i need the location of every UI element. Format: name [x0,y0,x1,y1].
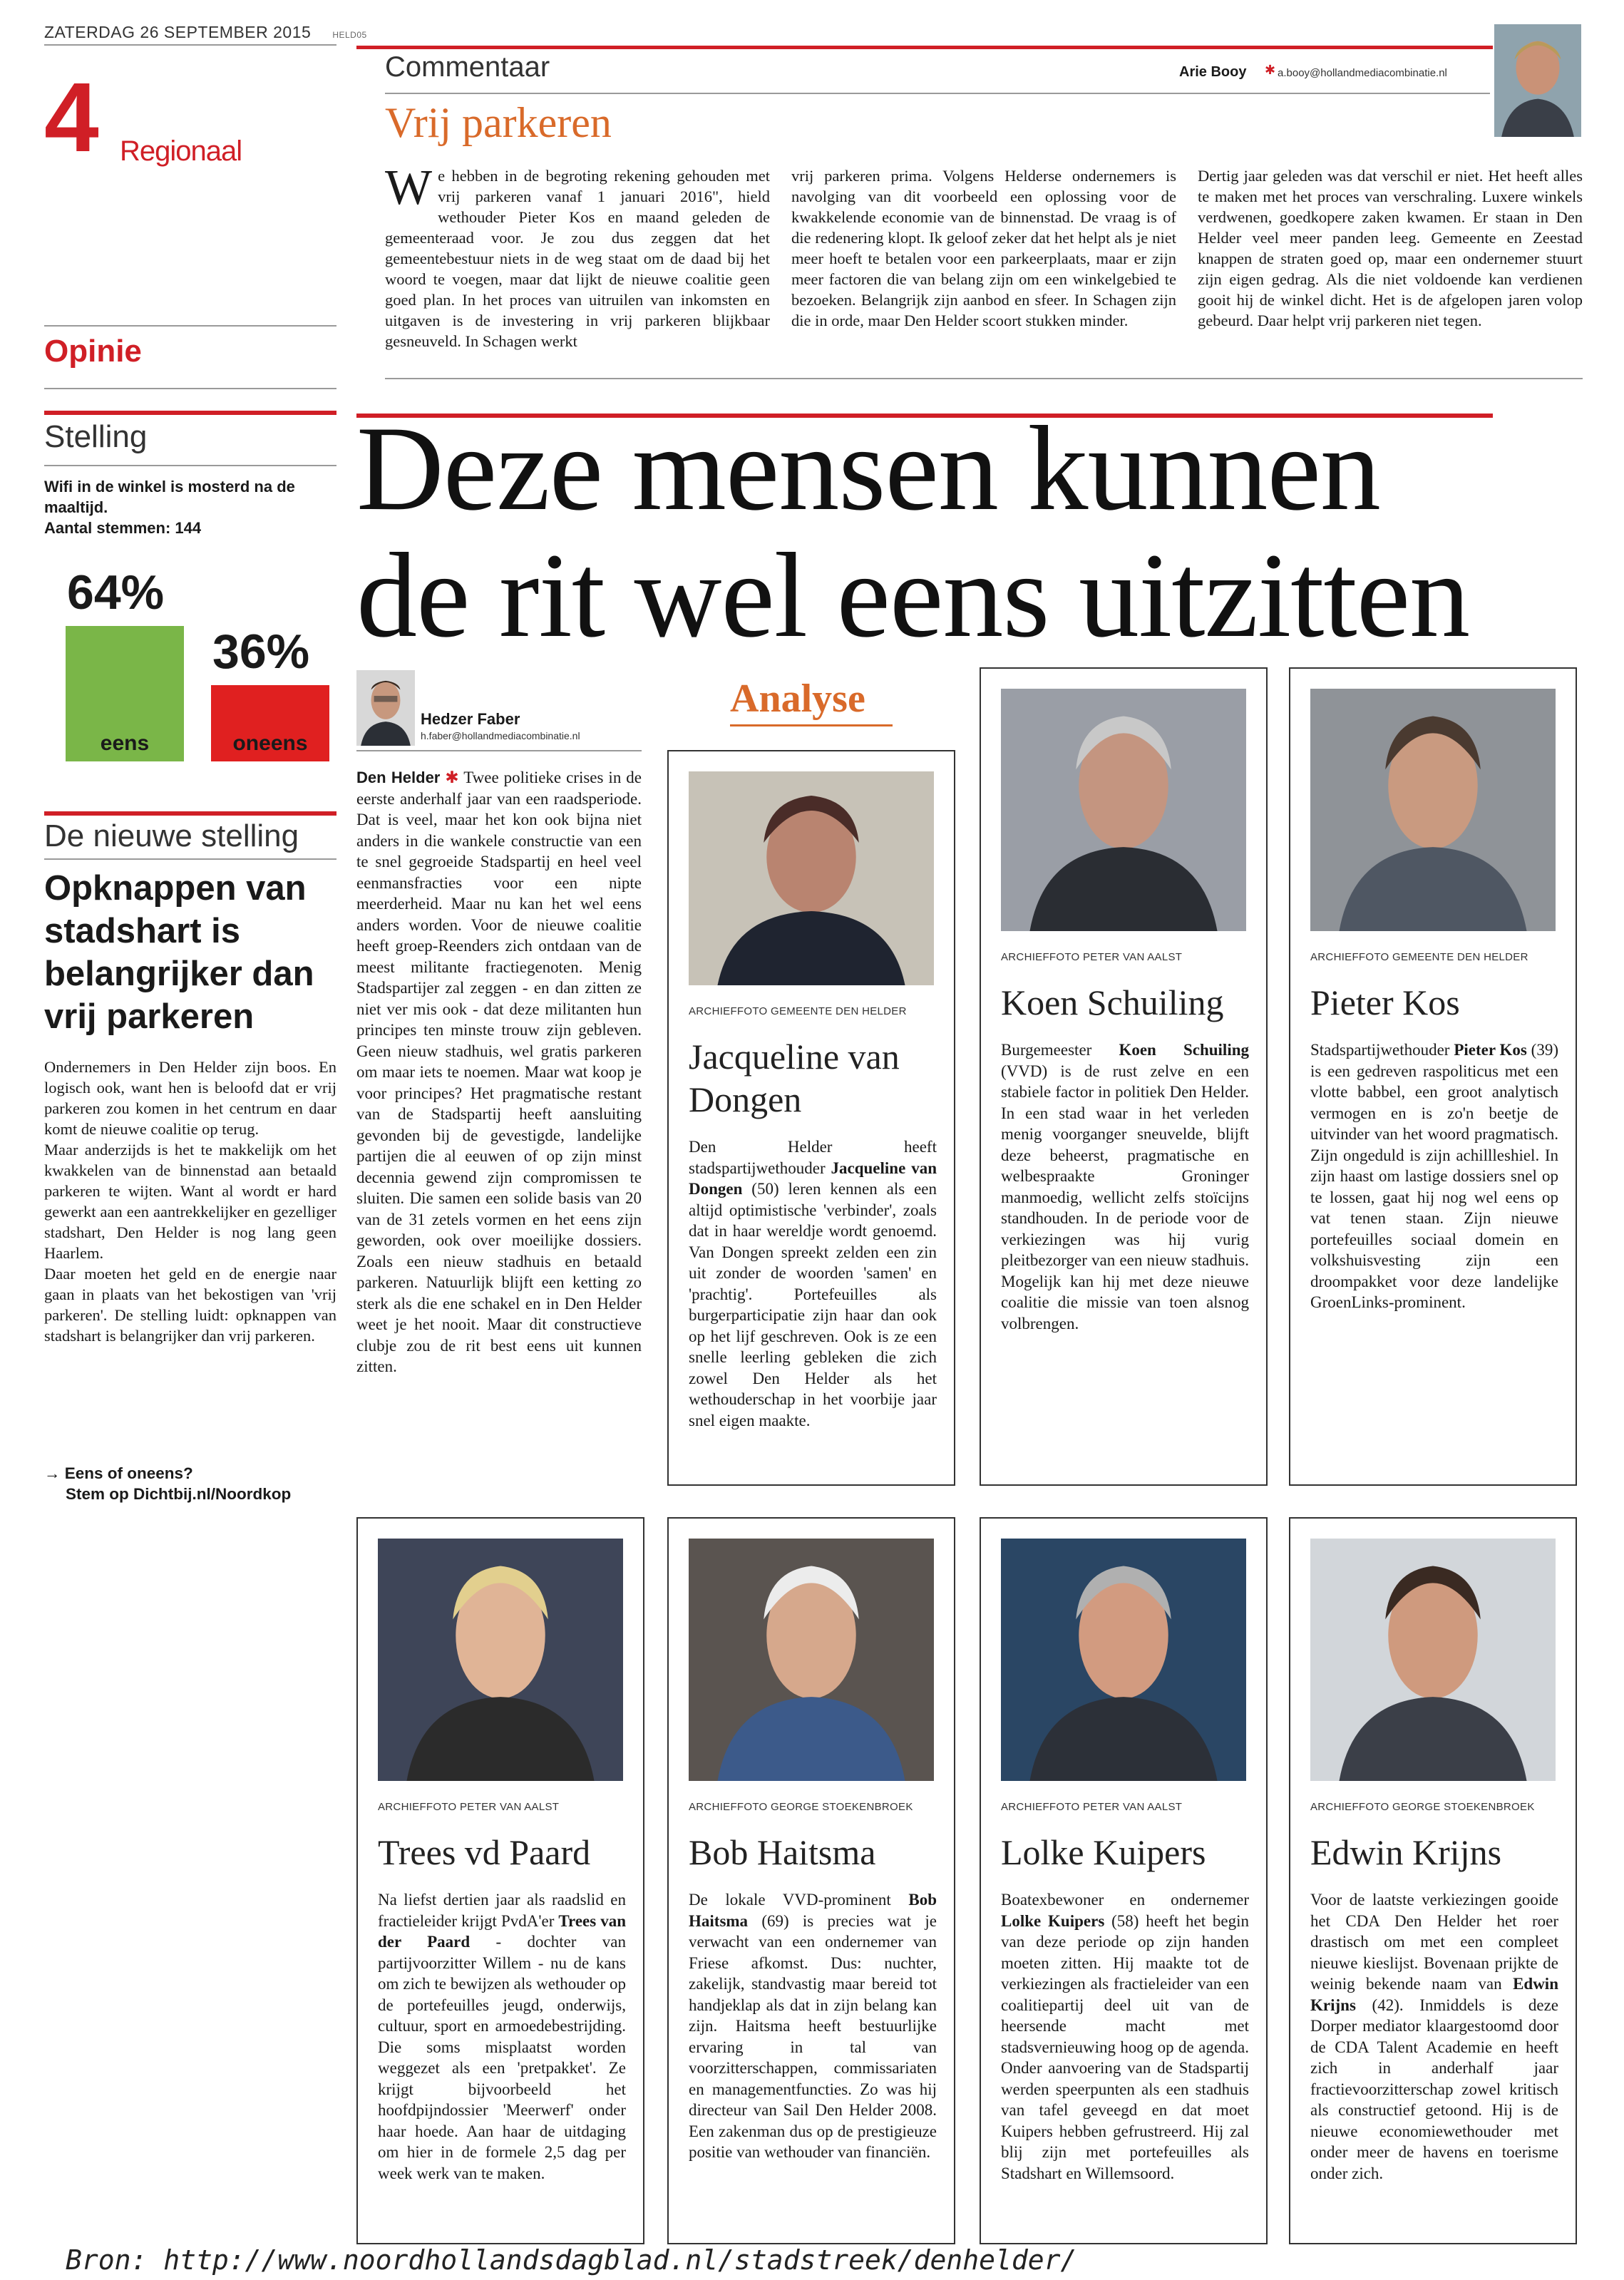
profile-body: De lokale VVD-prominent Bob Haitsma (69) is precies wat je verwacht van een ondernemer van Friese afkomst. Dus: nuchter, zakelijk, standvastig maar bereid tot handjeklap als dat in zijn belang kan zijn. Haitsma heeft bestuurlijke ervaring in tal van voorzitterschappen, commissariaten en managementfuncties. Zo was hij directeur van Sail Den Helder 2008. Een zakenman dus op de prestigieuze positie van wethouder van financiën. [689,1891,937,2161]
profile-name: Bob Haitsma [689,1832,876,1872]
profile-body: Na liefst dertien jaar als raadslid en fractieleider krijgt PvdA'er Trees van der Paard - dochter van partijvoorzitter Willem - nu de kans om zich te bewijzen als wethouder op de portefeuilles jeugd, onderwijs, cultuur, sport en armoedebestrijding. Die soms misplaatst worden weggezet als een 'pretpakket'. Ze krijgt bijvoorbeeld het hoofdpijndossier 'Meerwerf' onder haar hoede. Aan haar de uitdaging om hier in de formele 2,5 dag per week werk van te maken. [378,1891,626,2182]
photo-credit: ARCHIEFFOTO PETER VAN AALST [378,1801,560,1813]
commentary-title: Vrij parkeren [385,99,612,146]
photo-credit: ARCHIEFFOTO GEORGE STOEKENBROEK [689,1801,913,1813]
author-photo [1494,24,1581,137]
new-poll-body: Ondernemers in Den Helder zijn boos. En logisch ook, want hen is beloofd dat er vrij parkeren zou komen in het centrum en daar komt de nieuwe coalitie op terug. Maar anderzijds is het te makkelijk om het kwakkelen van de binnenstad aan betaald parkeren te wijten. Want al wordt er hard gewerkt aan een aantrekkelijker en gezelliger stadshart, Den Helder is nog lang geen Haarlem. Daar moeten het geld en de energie naar gaan in plaats van het bekostigen van 'vrij parkeren'. De stelling luidt: opknappen van stadshart is belangrijker dan vrij parkeren. [44,1058,336,1345]
profile-name: Trees vd Paard [378,1832,591,1872]
profile-card [1289,667,1577,1486]
photo-credit: ARCHIEFFOTO PETER VAN AALST [1001,951,1183,963]
commentary-author: Arie Booy [1179,64,1247,80]
oneens-label: oneens [232,731,308,755]
analysis-author: Hedzer Faber [421,710,520,728]
profile-card [1289,1517,1577,2244]
analysis-label: Analyse [730,677,865,721]
commentary-column-2: vrij parkeren prima. Volgens Helderse ondernemers is navolging van dit voorbeeld een oplossing voor de kwakkelende economie van de binnenstad. De vraag is of die redenering klopt. Ik geloof zeker dat het helpt als je niet meer hoeft te betalen voor een parkeerplaats, maar er zijn meer factoren die van belang zijn om een winkelgebied te bezoeken. Belangrijk zijn aanbod en sfeer. In Schagen zijn die in orde, maar Den Helder scoort stukken minder. [791,167,1176,329]
photo-credit: ARCHIEFFOTO GEMEENTE DEN HELDER [689,1005,907,1017]
profile-body: Voor de laatste verkiezingen gooide het CDA Den Helder het roer drastisch om met een compleet nieuwe kieslijst. Bovenaan prijkte de weinig bekende naam van Edwin Krijns (42). Inmiddels is deze Dorper mediator klaargestoomd door de CDA Talent Academie en heeft zich in anderhalf jaar fractievoorzitterschap zowel kritisch als constructief getoond. Hij is de nieuwe economiewethouder met onder meer de havens en toerisme onder zich. [1310,1891,1558,2182]
oneens-percentage: 36% [212,625,310,679]
profile-photo [378,1539,623,1781]
commentary-email: a.booy@hollandmediacombinatie.nl [1278,67,1447,79]
vote-count: Aantal stemmen: 144 [44,519,202,537]
eens-percentage: 64% [67,565,165,620]
dropcap: W [385,160,433,215]
new-poll-label: De nieuwe stelling [44,818,299,853]
profile-name: Koen Schuiling [1001,982,1224,1022]
profile-body: Den Helder heeft stadspartijwethouder Jacqueline van Dongen (50) leren kennen als een altijd optimistische 'verbinder', zoals dat in haar wereldje wordt genoemd. Van Dongen spreekt zelden een zin uit zonder de woorden 'samen' en 'prachtig'. Portefeuilles als burgerparticipatie zijn haar dan ook op het lijf geschreven. Ook is ze een snelle leerling gebleken die zich zowel Den Helder als het wethouderschap in het voorbije jaar snel eigen maakte. [689,1138,937,1429]
star-icon: ✱ [1265,63,1276,77]
vote-call-to-action: → Eens of oneens? Stem op Dichtbij.nl/Noordkop [44,1463,344,1504]
profile-name: Edwin Krijns [1310,1832,1502,1872]
profile-photo [1310,689,1556,931]
profile-photo [1001,1539,1246,1781]
profile-card [356,1517,644,2244]
opinion-label: Opinie [44,334,142,369]
photo-credit: ARCHIEFFOTO GEORGE STOEKENBROEK [1310,1801,1535,1813]
dateline: ZATERDAG 26 SEPTEMBER 2015 HELD05 [44,23,367,41]
analysis-email: h.faber@hollandmediacombinatie.nl [421,730,580,741]
poll-label: Stelling [44,419,148,454]
eens-label: eens [100,731,150,755]
photo-credit: ARCHIEFFOTO PETER VAN AALST [1001,1801,1183,1813]
profile-card [667,750,955,1486]
edition-code: HELD05 [332,30,367,40]
profile-photo [689,1539,934,1781]
profile-card [980,667,1268,1486]
profile-body: Boatexbewoner en ondernemer Lolke Kuipers (58) heeft het begin van deze periode op zijn handen moeten zitten. Hij maakte tot de verkiezingen als fractieleider van een coalitiepartij deel uit van de heersende macht met stadsvernieuwing hoog op de agenda. Onder aanvoering van de Stadspartij werden speerpunten als een stadhuis van tafel geveegd en dat moet Kuipers hebben gefrustreerd. Hij zal blij zijn met portefeuilles als Stadshart en Willemsoord. [1001,1891,1250,2182]
photo-credit: ARCHIEFFOTO GEMEENTE DEN HELDER [1310,951,1528,963]
profile-body: Burgemeester Koen Schuiling (VVD) is de rust zelve en een stabiele factor in politiek Den Helder. In een stad waar in het verleden menig voorganger sneuvelde, blijft deze beheerst, pragmatische en welbespraakte Groninger manmoedig, wellicht zelfs stoïcijns standhouden. In de periode voor de verkiezingen was hij vurig pleitbezorger van een nieuw stadhuis. Mogelijk kan hij met deze nieuwe coalitie die missie van toen alsnog volbrengen. [1001,1041,1249,1332]
commentary-column-3: Dertig jaar geleden was dat verschil er niet. Het heeft alles te maken met het proces van verschraling. Luxere winkels verdwenen, goedkopere zaken kwamen. Er staan in Den Helder veel meer panden leeg. Gemeente en Zeestad knappen de straten goed op, maar een ondernemer stuurt zijn eigen gedrag. Als die niet voldoende kan verdienen gooit hij de winkel dicht. Het is de afgelopen jaren volop gebeurd. Daar helpt vrij parkeren niet tegen. [1198,167,1583,329]
profile-photo [1001,689,1246,931]
profile-photo [689,771,934,985]
main-headline: Deze mensen kunnen de rit wel eens uitzitten [356,401,1470,662]
section-name: Regionaal [120,135,242,167]
vote-link[interactable]: Stem op Dichtbij.nl/Noordkop [66,1485,292,1503]
commentary-column-1: We hebben in de begroting rekening gehouden met vrij parkeren vanaf 1 januari 2016", hield wethouder Pieter Kos en maand geleden de gemeenteraad voor. Je zou dus zeggen dat het gemeentebestuur niets in de weg staat om de daad bij het woord te voegen, maar dat lijkt de nieuwe coalitie geen goed plan. In het proces van uitruilen van inkomsten en uitgaven is de investering in vrij parkeren blijkbaar gesneuveld. In Schagen werkt [385,160,770,350]
source-link[interactable]: Bron: http://www.noordhollandsdagblad.nl/stadstreek/denhelder/ [66,2244,1077,2276]
poll-question: Wifi in de winkel is mosterd na de maaltijd. Aantal stemmen: 144 [44,476,329,538]
new-poll-title: Opknappen van stadshart is belangrijker dan vrij parkeren [44,869,314,1036]
profile-name: Lolke Kuipers [1001,1832,1206,1872]
oneens-bar [211,685,329,761]
eens-bar [66,626,184,761]
profile-card [667,1517,955,2244]
profile-name: Jacqueline van Dongen [689,1037,900,1119]
analysis-author-photo [356,670,415,746]
commentary-label: Commentaar [385,51,550,83]
page-number: 4 [44,63,99,173]
star-icon: ✱ [445,769,459,786]
profile-card [980,1517,1268,2244]
profile-body: Stadspartijwethouder Pieter Kos (39) is een gedreven raspoliticus met een vlotte babbel, een groot analytisch vermogen en is zo'n beetje de uitvinder van het woord pragmatisch. Zijn ongeduld is zijn achillleshiel. In zijn haast om lastige dossiers snel op te lossen, gaat hij nog wel eens op vat tenen staan. Zijn nieuwe portefeuilles sociaal domein en volkshuisvesting zijn een droompakket voor deze landelijke GroenLinks-prominent. [1310,1041,1558,1311]
profile-name: Pieter Kos [1310,982,1460,1022]
analysis-body: Den Helder ✱ Twee politieke crises in de eerste anderhalf jaar van een raadsperiode. Dat is veel, maar het kon ook bijna niet anders in die wankele constructie van een te snel gegroeide Stadspartij en heel veel eenmansfracties voor een nipte meerderheid. Maar nu kan het wel eens anders worden. Voor de nieuwe coalitie heeft groep-Reenders zich ontdaan van de meest militante fractiegenoten. Menig Stadspartijer zal zeggen - en dan zitten ze niet ver mis ook - dat deze militanten hun principes ten minste trouw zijn gebleven. Geen nieuw stadhuis, wel gratis parkeren om maar iets te noemen. Maar wat koop je voor principes? Het pragmatische restant van de Stadspartij heeft aansluiting gevonden bij de gevestigde, landelijke partijen die al eeuwen of op zijn minst decennia gewend zijn compromissen te sluiten. Die samen een solide basis van 20 van de 31 zetels vormen en het eens zijn geworden, ook over moeilijke dossiers. Zoals een nieuw stadhuis en betaald parkeren. Natuurlijk blijft een ketting zo sterk als die ene schakel en in Den Helder weet je het nooit. Maar dit constructieve clubje zou de rit best eens uit kunnen zitten. [356,769,642,1375]
profile-photo [1310,1539,1556,1781]
